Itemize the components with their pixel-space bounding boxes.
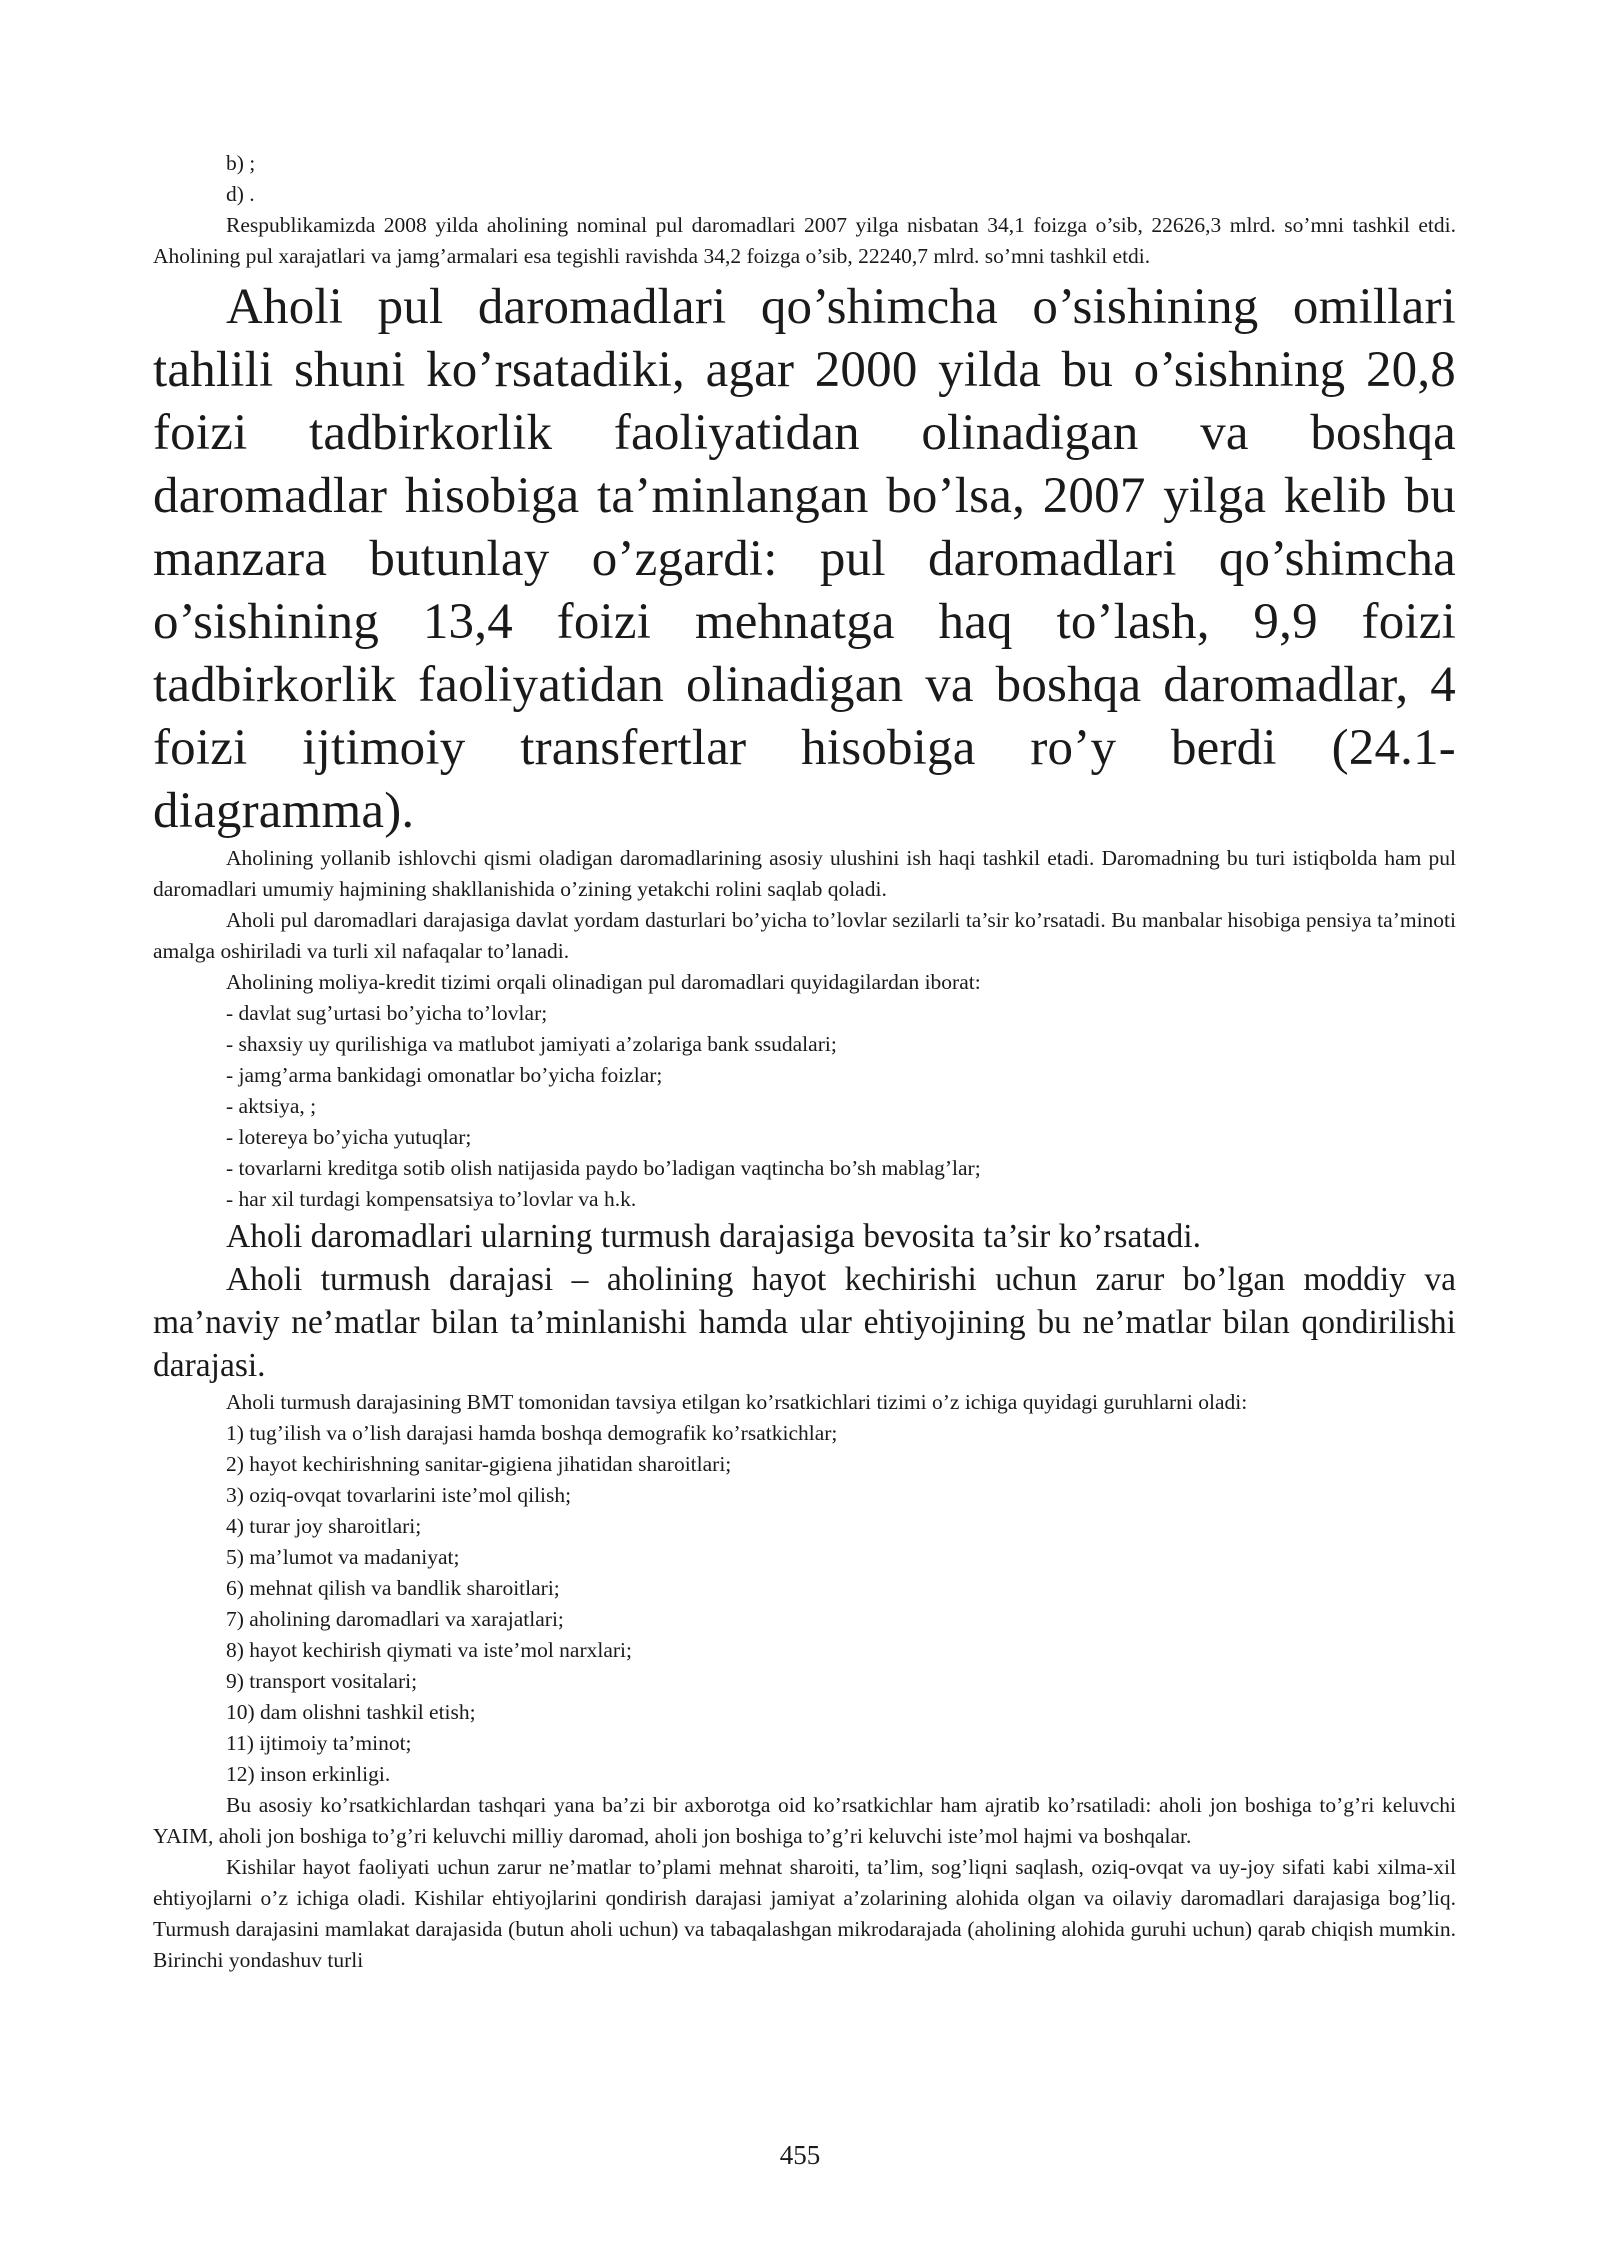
- paragraph-info-indicators: Bu asosiy ko’rsatkichlardan tashqari yana ba’zi bir axborotga oid ko’rsatkichlar ham ajratib ko’rsatiladi: aholi jon boshiga to’g’ri keluvchi YAIM, aholi jon boshiga to’g’ri keluvchi milliy daromad, aholi jon boshiga to’g’ri keluvchi iste’mol hajmi va boshqalar.: [153, 1793, 1456, 1848]
- list-item: 5) ma’lumot va madaniyat;: [226, 1545, 460, 1569]
- page-number: 455: [779, 2140, 821, 2170]
- paragraph-credit-system: Aholining moliya-kredit tizimi orqali olinadigan pul daromadlari quyidagilardan iborat:: [226, 970, 981, 994]
- list-item: - har xil turdagi kompensatsiya to’lovlar va h.k.: [226, 1187, 637, 1211]
- paragraph-income-2008: Respublikamizda 2008 yilda aholining nominal pul daromadlari 2007 yilga nisbatan 34,1 foizga o’sib, 22626,3 mlrd. so’mni tashkil etdi. Aholining pul xarajatlari va jamg’armalari esa tegishli ravishda 34,2 foizga o’sib, 22240,7 mlrd. so’mni tashkil etdi.: [153, 213, 1456, 268]
- list-item: 7) aholining daromadlari va xarajatlari;: [226, 1607, 564, 1631]
- list-item: 9) transport vositalari;: [226, 1669, 418, 1693]
- numbered-list: [153, 1418, 1456, 1790]
- list-item: 6) mehnat qilish va bandlik sharoitlari;: [226, 1576, 560, 1600]
- paragraph-needs: Kishilar hayot faoliyati uchun zarur ne’matlar to’plami mehnat sharoiti, ta’lim, sog’liqni saqlash, oziq-ovqat va uy-joy sifati kabi xilma-xil ehtiyojlarni o’z ichiga oladi. Kishilar ehtiyojlarini qondirish darajasi jamiyat a’zolarining alohida olgan va oilaviy daromadlari darajasiga bog’liq. Turmush darajasini mamlakat darajasida (butun aholi uchun) va tabaqalashgan mikrodarajada (aholining alohida guruhi uchun) qarab chiqish mumkin. Birinchi yondashuv turli: [153, 1855, 1456, 1972]
- list-item: - shaxsiy uy qurilishiga va matlubot jamiyati a’zolariga bank ssudalari;: [226, 1032, 837, 1056]
- list-item: 8) hayot kechirish qiymati va iste’mol narxlari;: [226, 1638, 633, 1662]
- paragraph-medium-income-effect: Aholi daromadlari ularning turmush darajasiga bevosita ta’sir ko’rsatadi.: [226, 1218, 1201, 1255]
- list-line-b: b) ;: [226, 151, 256, 175]
- list-item: 10) dam olishni tashkil etish;: [226, 1700, 476, 1724]
- list-item: - lotereya bo’yicha yutuqlar;: [226, 1125, 472, 1149]
- list-item: - aktsiya, ;: [226, 1094, 317, 1118]
- paragraph-state-support: Aholi pul daromadlari darajasiga davlat yordam dasturlari bo’yicha to’lovlar sezilarli ta’sir ko’rsatadi. Bu manbalar hisobiga pensiya ta’minoti amalga oshiriladi va turli xil nafaqalar to’lanadi.: [153, 908, 1456, 963]
- list-item: 11) ijtimoiy ta’minot;: [226, 1731, 412, 1755]
- list-item: 12) inson erkinligi.: [226, 1762, 391, 1786]
- list-item: 4) turar joy sharoitlari;: [226, 1514, 422, 1538]
- list-item: 3) oziq-ovqat tovarlarini iste’mol qilish;: [226, 1483, 572, 1507]
- list-item: 2) hayot kechirishning sanitar-gigiena jihatidan sharoitlari;: [226, 1452, 732, 1476]
- dash-list: [153, 998, 1456, 1215]
- paragraph-wages: Aholining yollanib ishlovchi qismi oladigan daromadlarining asosiy ulushini ish haqi tashkil etadi. Daromadning bu turi istiqbolda ham pul daromadlari umumiy hajmining shakllanishida o’zining yetakchi rolini saqlab qoladi.: [153, 846, 1456, 901]
- list-item: - jamg’arma bankidagi omonatlar bo’yicha foizlar;: [226, 1063, 663, 1087]
- list-line-d: d) .: [226, 182, 255, 206]
- list-item: - davlat sug’urtasi bo’yicha to’lovlar;: [226, 1001, 548, 1025]
- paragraph-un-indicators: Aholi turmush darajasining BMT tomonidan tavsiya etilgan ko’rsatkichlari tizimi o’z ichiga quyidagi guruhlarni oladi:: [226, 1390, 1248, 1414]
- list-item: - tovarlarni kreditga sotib olish natijasida paydo bo’ladigan vaqtincha bo’sh mablag’lar;: [226, 1156, 981, 1180]
- paragraph-large-income-factors: Aholi pul daromadlari qo’shimcha o’sishining omillari tahlili shuni ko’rsatadiki, agar 2000 yilda bu o’sishning 20,8 foizi tadbirkorlik faoliyatidan olinadigan va boshqa daromadlar hisobiga ta’minlangan bo’lsa, 2007 yilga kelib bu manzara butunlay o’zgardi: pul daromadlari qo’shimcha o’sishining 13,4 foizi mehnatga haq to’lash, 9,9 foizi tadbirkorlik faoliyatidan olinadigan va boshqa daromadlar, 4 foizi ijtimoiy transfertlar hisobiga ro’y berdi (24.1-diagramma).: [153, 279, 1456, 839]
- list-item: 1) tug’ilish va o’lish darajasi hamda boshqa demografik ko’rsatkichlar;: [226, 1421, 838, 1445]
- paragraph-medium-living-standard: Aholi turmush darajasi – aholining hayot kechirishi uchun zarur bo’lgan moddiy va ma’naviy ne’matlar bilan ta’minlanishi hamda ular ehtiyojining bu ne’matlar bilan qondirilishi darajasi.: [153, 1261, 1456, 1384]
- page-body: [153, 148, 1456, 1976]
